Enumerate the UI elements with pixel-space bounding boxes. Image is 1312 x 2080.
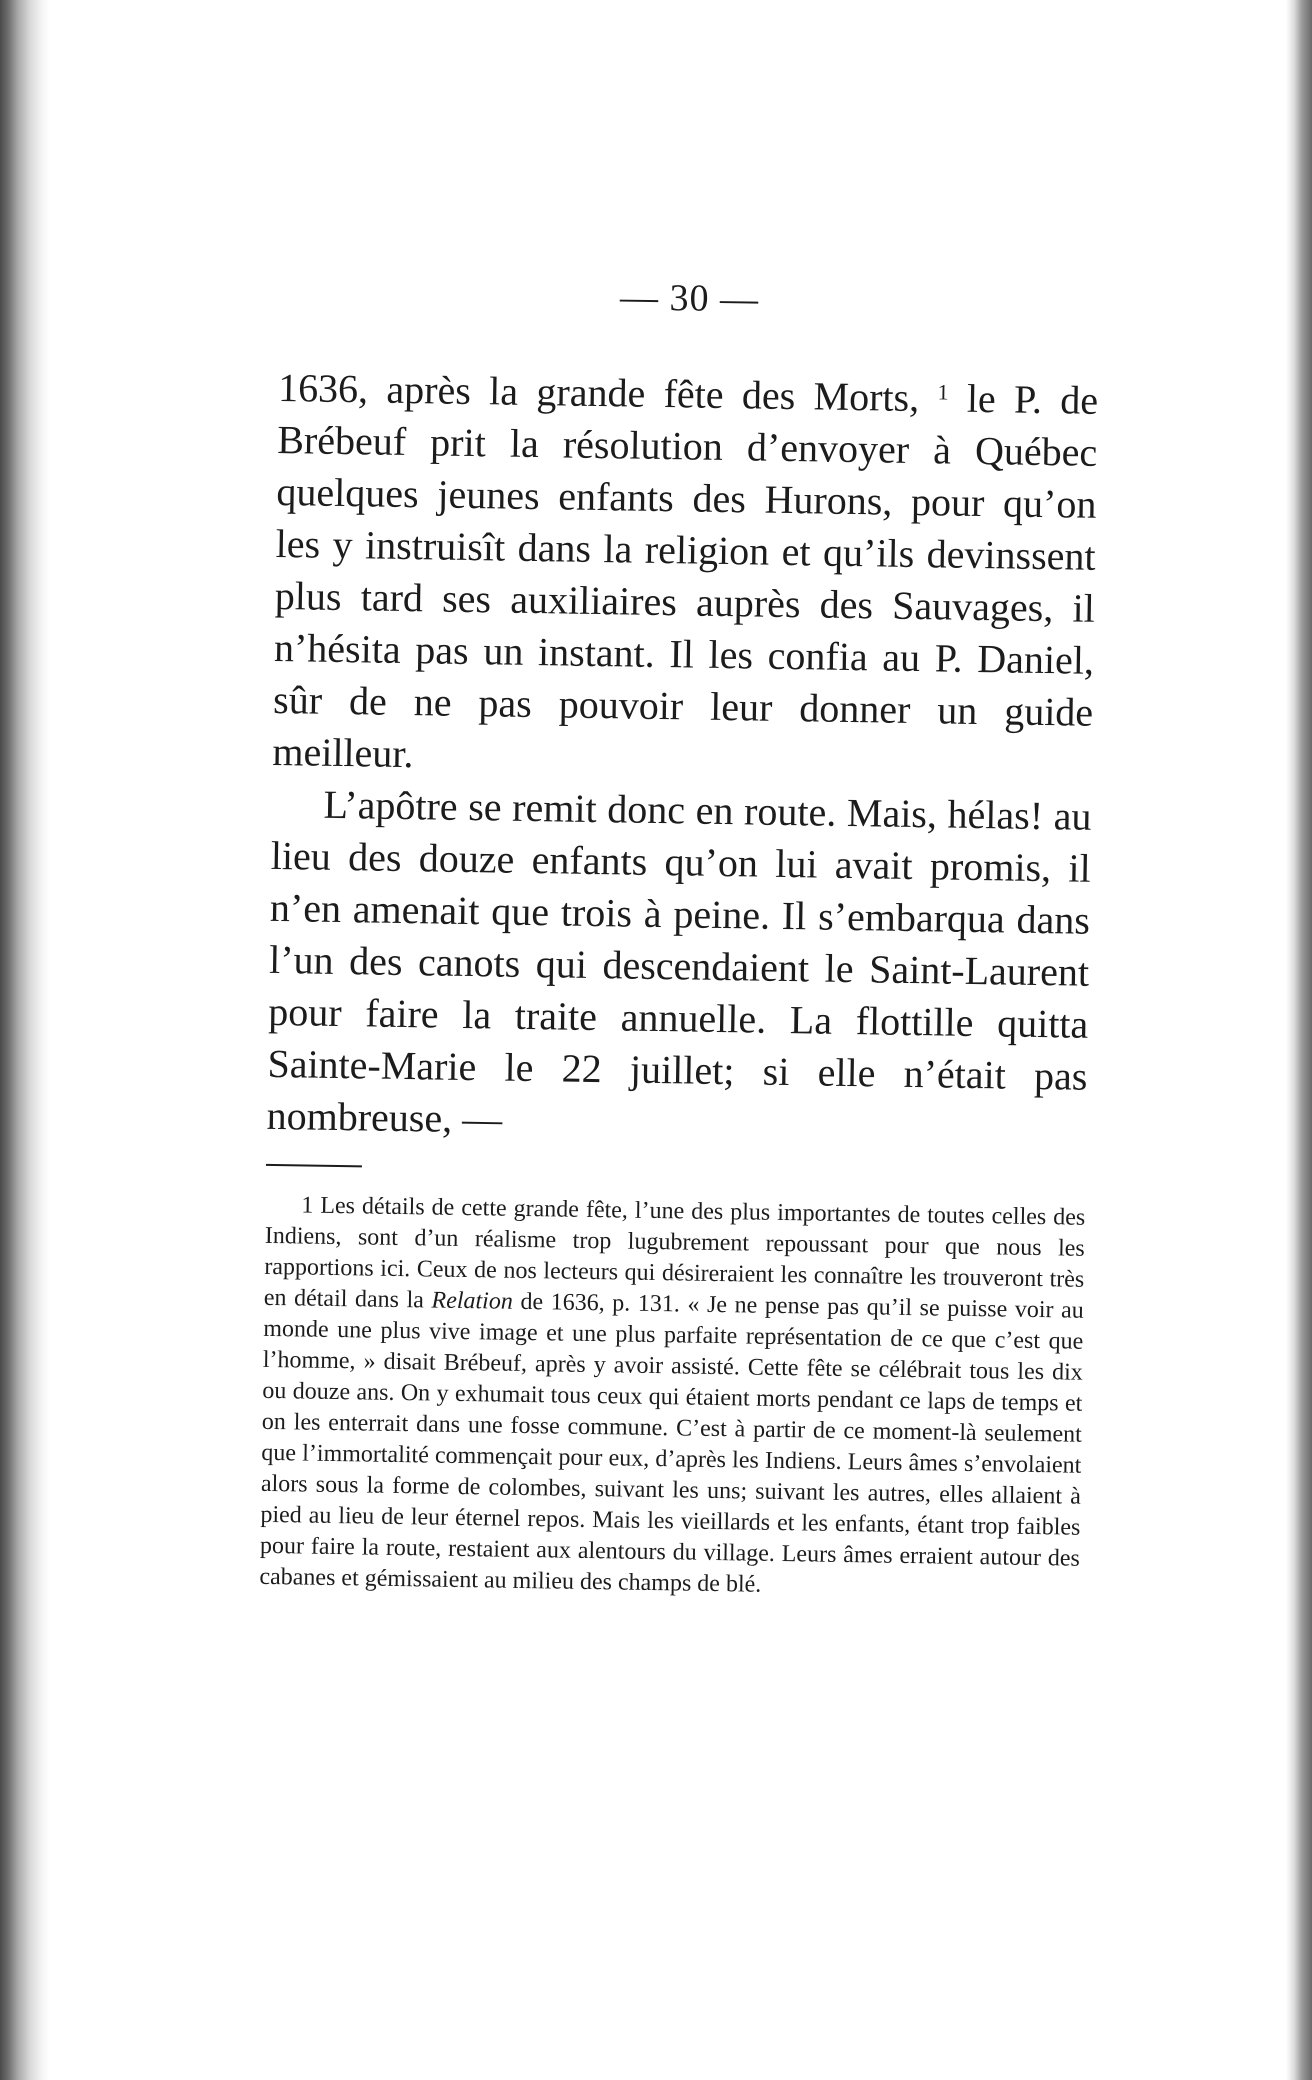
book-page bbox=[259, 270, 1100, 1606]
paragraph-1-text-start: 1636, après la grande fête des Morts, bbox=[277, 364, 938, 421]
footnote-separator bbox=[266, 1164, 362, 1168]
body-text bbox=[266, 356, 1098, 1155]
footnote-italic-title: Relation bbox=[431, 1287, 514, 1315]
paragraph-1-text-end: le P. de Brébeuf prit la résolution d’envoyer à Québec quelques jeunes enfants des Hurons, pour qu’on les y instruisît dans la religion et qu’ils devinssent plus tard ses auxiliaires auprès des Sauvages, il n’hésita pas un instant. Il les confia au P. Daniel, sûr de ne pas pouvoir leur donner un guide meilleur. bbox=[272, 375, 1099, 777]
page-edge-shadow bbox=[1286, 0, 1312, 2080]
book-binding-shadow bbox=[0, 0, 50, 2080]
footnote bbox=[259, 1190, 1085, 1606]
footnote-text-start: Les détails de cette grande fête, l’une des plus importantes de toutes celles des Indiens, sont d’un réalisme trop lugubrement repoussant pour que nous les rapportions ici. Ceux de nos lecteurs qui désireraient les connaître les trouveront très en détail dans la bbox=[263, 1192, 1086, 1314]
footnote-text-end: de 1636, p. 131. « Je ne pense pas qu’il se puisse voir au monde une plus vive image et une plus parfaite représentation de ce que c’est que l’homme, » disait Brébeuf, après y avoir assisté. Cette fête se célébrait tous les dix ou douze ans. On y exhumait tous ceux qui étaient morts pendant ce laps de temps et on les enterrait dans une fosse commune. C’est à partir de ce moment-là seulement que l’immortalité commençait pour eux, d’après les Indiens. Leurs âmes s’envolaient alors sous la forme de colombes, suivant les uns; suivant les autres, elles allaient à pied au lieu de leur éternel repos. Mais les vieillards et les enfants, étant trop faibles pour faire la route, restaient aux alentours du village. Leurs âmes erraient autour des cabanes et gémissaient au milieu des champs de blé. bbox=[259, 1288, 1084, 1598]
paragraph-2: L’apôtre se remit donc en route. Mais, hélas! au lieu des douze enfants qu’on lui avait promis, il n’en amenait que trois à peine. Il s’embarqua dans l’un des canots qui descendaient le Saint-Laurent pour faire la traite annuelle. La flottille quitta Sainte-Marie le 22 juillet; si elle n’était pas nombreuse, — bbox=[266, 781, 1092, 1142]
footnote-reference-mark: 1 bbox=[937, 379, 949, 405]
footnote-number: 1 bbox=[301, 1192, 314, 1219]
paragraph-1 bbox=[272, 356, 1099, 791]
page-number: — 30 — bbox=[619, 276, 760, 321]
